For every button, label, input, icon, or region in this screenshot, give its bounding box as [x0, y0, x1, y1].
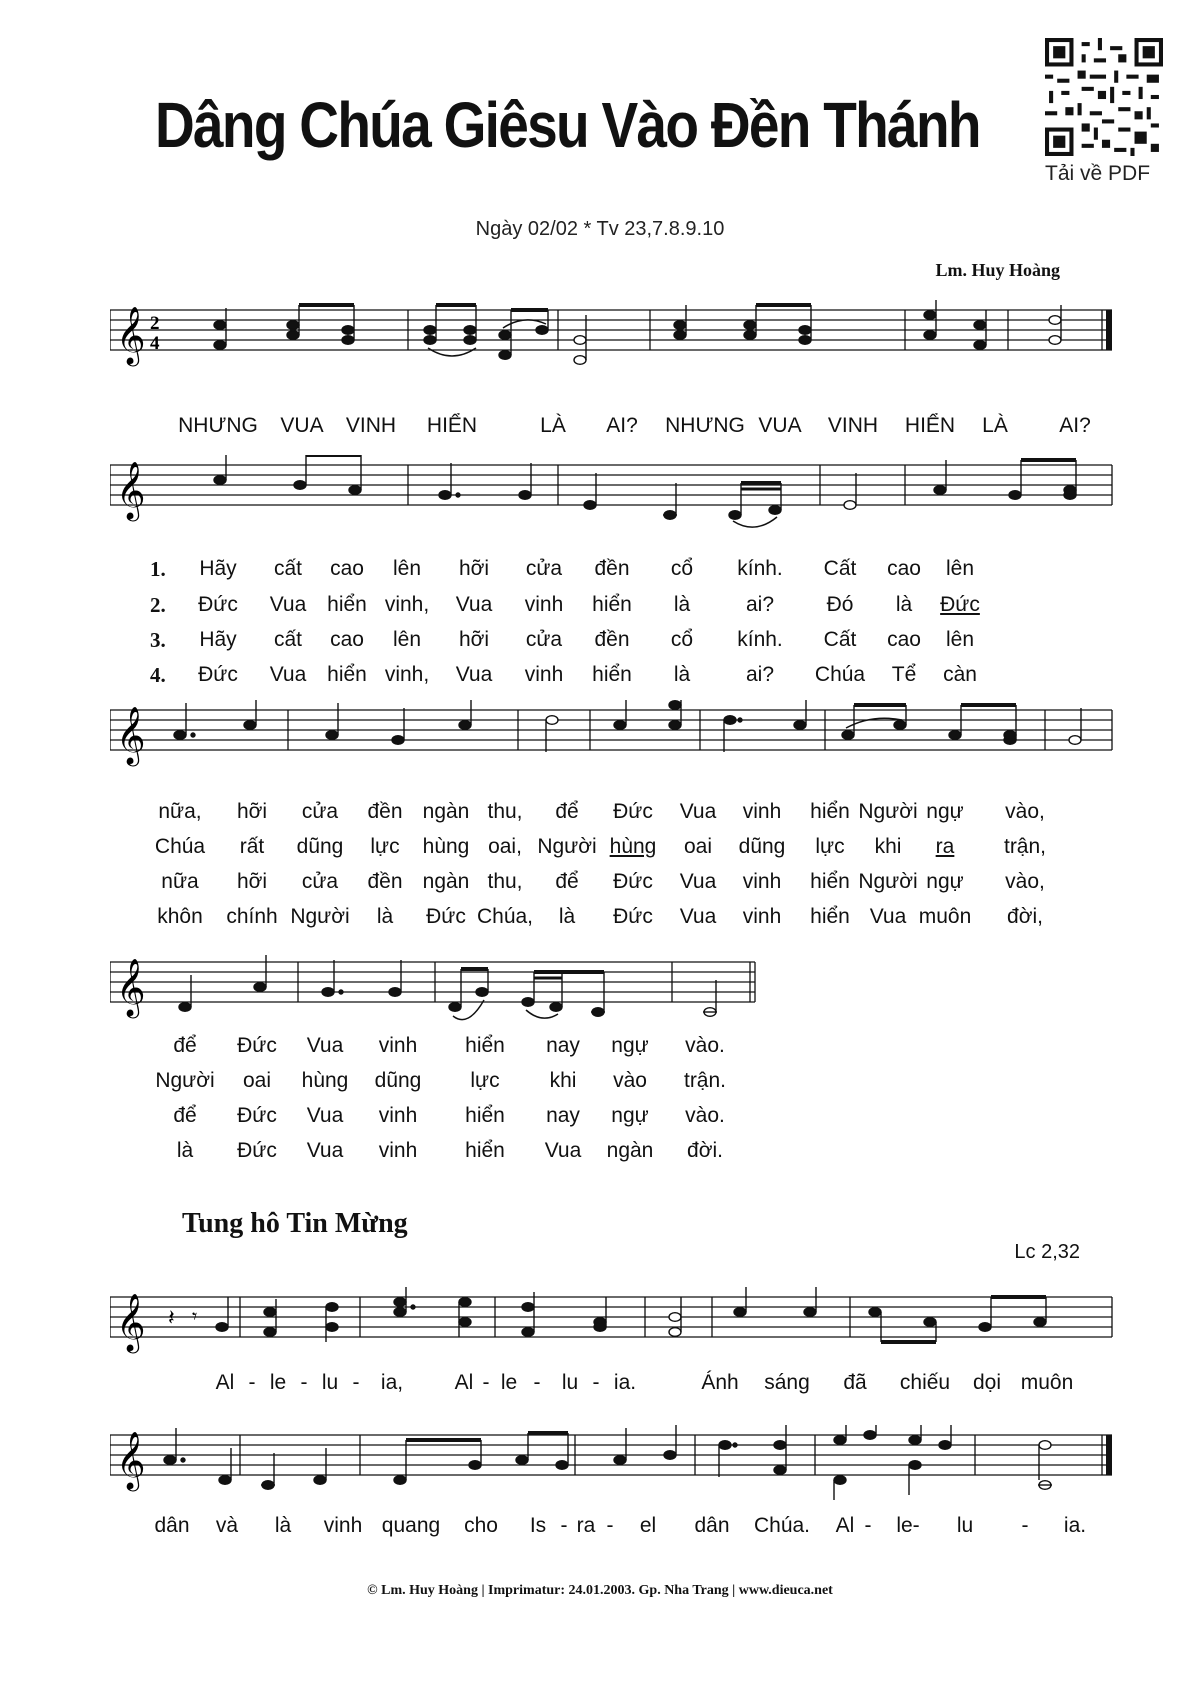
lyric-syllable: HIỂN — [426, 414, 478, 437]
lyric-syllable: Đức — [613, 800, 653, 823]
lyric-syllable: lu — [561, 1371, 579, 1394]
lyric-syllable: khi — [549, 1069, 577, 1092]
lyric-syllable: vinh — [378, 1104, 418, 1127]
lyric-syllable: - — [592, 1371, 600, 1394]
lyric-syllable: vào, — [1005, 870, 1045, 893]
lyric-syllable: là — [176, 1139, 194, 1162]
lyric-syllable: Đức — [198, 663, 238, 686]
lyric-syllable: cao — [887, 628, 921, 651]
lyric-syllable: LÀ — [540, 414, 566, 437]
staff-system-1 — [110, 300, 1130, 380]
lyric-syllable: - — [606, 1514, 614, 1537]
lyric-syllable: cất — [273, 557, 303, 580]
lyric-syllable: dân — [694, 1514, 730, 1537]
lyric-syllable: là — [673, 663, 691, 686]
lyric-syllable: khi — [874, 835, 902, 858]
lyric-syllable: dọi — [972, 1371, 1002, 1394]
qr-code-icon[interactable] — [1045, 38, 1163, 156]
lyric-syllable: hiển — [465, 1139, 505, 1162]
lyric-syllable: ia. — [1063, 1514, 1087, 1537]
lyric-syllable: ai? — [745, 593, 775, 616]
lyric-syllable: Vua — [455, 663, 493, 686]
lyric-syllable: lực — [815, 835, 845, 858]
lyric-syllable: - — [560, 1514, 568, 1537]
lyric-syllable: cho — [464, 1514, 498, 1537]
lyric-syllable: hiển — [810, 905, 850, 928]
lyric-syllable: đời. — [687, 1139, 723, 1162]
lyric-syllable: hiển — [327, 593, 367, 616]
lyric-syllable: hùng — [609, 835, 657, 858]
lyric-syllable: Ánh — [701, 1371, 739, 1394]
lyric-syllable: hiển — [810, 800, 850, 823]
lyric-syllable: - — [533, 1371, 541, 1394]
lyric-syllable: hỡi — [236, 800, 268, 823]
lyric-syllable: lu — [321, 1371, 339, 1394]
lyric-syllable: đền — [594, 628, 630, 651]
lyric-syllable: vinh — [742, 905, 782, 928]
lyric-syllable: Đức — [237, 1139, 277, 1162]
lyric-syllable: khôn — [157, 905, 203, 928]
lyric-syllable: thu, — [487, 800, 523, 823]
lyric-syllable: Chúa, — [476, 905, 534, 928]
lyric-syllable: Cất — [823, 628, 857, 651]
staff-system-5 — [110, 1287, 1130, 1367]
song-title: Dâng Chúa Giêsu Vào Đền Thánh — [155, 89, 980, 161]
lyric-syllable: hỡi — [458, 628, 490, 651]
lyric-syllable: - — [352, 1371, 360, 1394]
lyric-syllable: muôn — [918, 905, 972, 928]
lyric-syllable: le- — [896, 1514, 920, 1537]
lyric-syllable: Người — [858, 800, 918, 823]
lyric-syllable: trận. — [683, 1069, 727, 1092]
lyric-syllable: để — [173, 1034, 197, 1057]
lyric-syllable: Vua — [306, 1104, 344, 1127]
lyric-syllable: cửa — [301, 870, 339, 893]
lyric-syllable: cổ — [670, 557, 694, 580]
lyric-syllable: Vua — [306, 1034, 344, 1057]
lyric-syllable: Đức — [426, 905, 466, 928]
lyric-syllable: để — [555, 800, 579, 823]
lyric-syllable: cửa — [525, 557, 563, 580]
lyric-syllable: Đức — [237, 1034, 277, 1057]
lyric-syllable: và — [215, 1514, 239, 1537]
lyric-syllable: dũng — [374, 1069, 422, 1092]
lyric-syllable: là — [274, 1514, 292, 1537]
gospel-acclamation-title: Tung hô Tin Mừng — [182, 1208, 408, 1239]
lyric-syllable: le — [500, 1371, 518, 1394]
verse-number: 2. — [150, 593, 166, 617]
lyric-syllable: Al — [215, 1371, 235, 1394]
lyric-syllable: VUA — [758, 414, 802, 437]
lyric-syllable: vinh, — [384, 593, 430, 616]
lyric-syllable: LÀ — [982, 414, 1008, 437]
lyric-syllable: Vua — [869, 905, 907, 928]
lyric-syllable: cất — [273, 628, 303, 651]
lyric-syllable: lực — [470, 1069, 500, 1092]
lyric-syllable: chính — [226, 905, 278, 928]
lyric-syllable: ngự — [611, 1104, 649, 1127]
lyric-syllable: ai? — [745, 663, 775, 686]
lyric-syllable: le — [269, 1371, 287, 1394]
lyric-syllable: là — [895, 593, 913, 616]
lyric-syllable: Vua — [269, 663, 307, 686]
lyric-syllable: hiển — [810, 870, 850, 893]
lyric-syllable: Al — [454, 1371, 474, 1394]
lyric-syllable: Vua — [455, 593, 493, 616]
lyric-syllable: cao — [330, 628, 364, 651]
download-pdf-link[interactable]: Tải về PDF — [1045, 162, 1151, 185]
treble-clef-icon: 𝄞 — [116, 461, 146, 519]
lyric-syllable: Người — [155, 1069, 215, 1092]
lyric-syllable: cao — [330, 557, 364, 580]
lyric-syllable: AI? — [606, 414, 638, 437]
quarter-rest-icon: 𝄽 — [168, 1306, 175, 1331]
lyric-syllable: vinh — [378, 1139, 418, 1162]
lyric-syllable: hiển — [465, 1104, 505, 1127]
lyric-syllable: oai — [683, 835, 713, 858]
lyric-syllable: dũng — [296, 835, 344, 858]
lyric-syllable: hiển — [465, 1034, 505, 1057]
lyric-syllable: cổ — [670, 628, 694, 651]
lyric-syllable: muôn — [1020, 1371, 1074, 1394]
staff-system-3 — [110, 700, 1130, 780]
lyric-syllable: vinh — [524, 663, 564, 686]
lyric-syllable: - — [1021, 1514, 1029, 1537]
treble-clef-icon: 𝄞 — [116, 958, 146, 1016]
composer: Lm. Huy Hoàng — [935, 260, 1060, 280]
lyric-syllable: Vua — [544, 1139, 582, 1162]
lyric-syllable: đền — [594, 557, 630, 580]
lyric-syllable: - — [864, 1514, 872, 1537]
lyric-syllable: Vua — [306, 1139, 344, 1162]
lyric-syllable: ngự — [926, 800, 964, 823]
lyric-syllable: đền — [367, 870, 403, 893]
lyric-syllable: vào, — [1005, 800, 1045, 823]
lyric-syllable: hùng — [301, 1069, 349, 1092]
lyric-syllable: vinh — [378, 1034, 418, 1057]
lyric-syllable: VINH — [827, 414, 879, 437]
lyric-syllable: ngự — [926, 870, 964, 893]
lyric-syllable: Chúa — [814, 663, 866, 686]
lyric-syllable: ia, — [380, 1371, 404, 1394]
lyric-syllable: ra — [935, 835, 955, 858]
footer-copyright: © Lm. Huy Hoàng | Imprimatur: 24.01.2003. Gp. Nha Trang | www.dieuca.net — [367, 1583, 833, 1598]
verse-number: 3. — [150, 628, 166, 652]
lyric-syllable: là — [558, 905, 576, 928]
lyric-syllable: thu, — [487, 870, 523, 893]
lyric-syllable: Người — [537, 835, 597, 858]
lyric-syllable: trận, — [1003, 835, 1047, 858]
lyric-syllable: Vua — [679, 870, 717, 893]
lyric-syllable: NHƯNG — [178, 414, 258, 437]
treble-clef-icon: 𝄞 — [116, 1431, 146, 1489]
lyric-syllable: cửa — [525, 628, 563, 651]
lyric-syllable: Đó — [826, 593, 854, 616]
lyric-syllable: chiếu — [899, 1371, 951, 1394]
lyric-syllable: để — [555, 870, 579, 893]
lyric-syllable: nay — [546, 1104, 580, 1127]
lyric-syllable: oai — [242, 1069, 272, 1092]
lyric-syllable: nữa — [161, 870, 199, 893]
lyric-syllable: kính. — [737, 557, 783, 580]
lyric-syllable: lu — [956, 1514, 974, 1537]
eighth-rest-icon: 𝄾 — [192, 1304, 198, 1328]
lyric-syllable: hỡi — [458, 557, 490, 580]
verse-number: 1. — [150, 557, 166, 581]
lyric-syllable: lực — [370, 835, 400, 858]
lyric-syllable: - — [248, 1371, 256, 1394]
lyric-syllable: dũng — [738, 835, 786, 858]
lyric-syllable: lên — [945, 557, 975, 580]
lyric-syllable: cửa — [301, 800, 339, 823]
lyric-syllable: vinh — [742, 870, 782, 893]
subtitle: Ngày 02/02 * Tv 23,7.8.9.10 — [475, 218, 725, 240]
lyric-syllable: vào — [613, 1069, 647, 1092]
lyric-syllable: quang — [381, 1514, 441, 1537]
lyric-syllable: lên — [945, 628, 975, 651]
lyric-syllable: Đức — [237, 1104, 277, 1127]
treble-clef-icon: 𝄞 — [116, 706, 146, 764]
verse-number: 4. — [150, 663, 166, 687]
lyric-syllable: vinh — [524, 593, 564, 616]
lyric-syllable: HIỂN — [904, 414, 956, 437]
time-signature-top: 2 — [150, 313, 160, 334]
lyric-syllable: Đức — [940, 593, 980, 616]
lyric-syllable: - — [300, 1371, 308, 1394]
lyric-syllable: NHƯNG — [665, 414, 745, 437]
lyric-syllable: để — [173, 1104, 197, 1127]
lyric-syllable: ngự — [611, 1034, 649, 1057]
lyric-syllable: là — [673, 593, 691, 616]
lyric-syllable: - — [482, 1371, 490, 1394]
lyric-syllable: đã — [843, 1371, 867, 1394]
lyric-syllable: vinh, — [384, 663, 430, 686]
lyric-syllable: Vua — [679, 800, 717, 823]
lyric-syllable: Chúa — [154, 835, 206, 858]
lyric-syllable: oai, — [488, 835, 522, 858]
lyric-syllable: Vua — [269, 593, 307, 616]
lyric-syllable: Hãy — [199, 628, 237, 651]
treble-clef-icon: 𝄞 — [116, 306, 146, 364]
lyric-syllable: VUA — [280, 414, 324, 437]
lyric-syllable: vào. — [685, 1034, 725, 1057]
staff-system-6 — [110, 1425, 1130, 1505]
lyric-syllable: Chúa. — [753, 1514, 811, 1537]
lyric-syllable: VINH — [345, 414, 397, 437]
lyric-syllable: Đức — [613, 870, 653, 893]
lyric-syllable: đời, — [1007, 905, 1043, 928]
lyric-syllable: ia. — [613, 1371, 637, 1394]
lyric-syllable: Đức — [198, 593, 238, 616]
lyric-syllable: nữa, — [158, 800, 202, 823]
lyric-syllable: là — [376, 905, 394, 928]
lyric-syllable: Cất — [823, 557, 857, 580]
gospel-reference: Lc 2,32 — [1014, 1241, 1080, 1263]
lyric-syllable: vào. — [685, 1104, 725, 1127]
lyric-syllable: hùng — [422, 835, 470, 858]
lyric-syllable: AI? — [1059, 414, 1091, 437]
lyric-syllable: Người — [290, 905, 350, 928]
lyric-syllable: dân — [154, 1514, 190, 1537]
lyric-syllable: ngàn — [606, 1139, 654, 1162]
lyric-syllable: ra — [576, 1514, 596, 1537]
lyric-syllable: kính. — [737, 628, 783, 651]
lyric-syllable: lên — [392, 557, 422, 580]
lyric-syllable: Vua — [679, 905, 717, 928]
lyric-syllable: nay — [546, 1034, 580, 1057]
lyric-syllable: càn — [943, 663, 977, 686]
lyric-syllable: hiển — [592, 663, 632, 686]
lyric-syllable: hiển — [327, 663, 367, 686]
lyric-syllable: ngàn — [422, 870, 470, 893]
lyric-syllable: rất — [239, 835, 265, 858]
lyric-syllable: Al — [835, 1514, 855, 1537]
lyric-syllable: đền — [367, 800, 403, 823]
lyric-syllable: Người — [858, 870, 918, 893]
lyric-syllable: Hãy — [199, 557, 237, 580]
staff-system-2 — [110, 455, 1130, 535]
lyric-syllable: sáng — [764, 1371, 810, 1394]
lyric-syllable: lên — [392, 628, 422, 651]
lyric-syllable: cao — [887, 557, 921, 580]
lyric-syllable: vinh — [323, 1514, 363, 1537]
lyric-syllable: hỡi — [236, 870, 268, 893]
lyric-syllable: Is — [529, 1514, 547, 1537]
lyric-syllable: Đức — [613, 905, 653, 928]
lyric-syllable: ngàn — [422, 800, 470, 823]
time-signature-bottom: 4 — [150, 333, 160, 354]
staff-system-4 — [110, 952, 1130, 1032]
lyric-syllable: hiển — [592, 593, 632, 616]
lyric-syllable: Tể — [891, 663, 917, 686]
lyric-syllable: vinh — [742, 800, 782, 823]
lyric-syllable: el — [639, 1514, 657, 1537]
treble-clef-icon: 𝄞 — [116, 1293, 146, 1351]
